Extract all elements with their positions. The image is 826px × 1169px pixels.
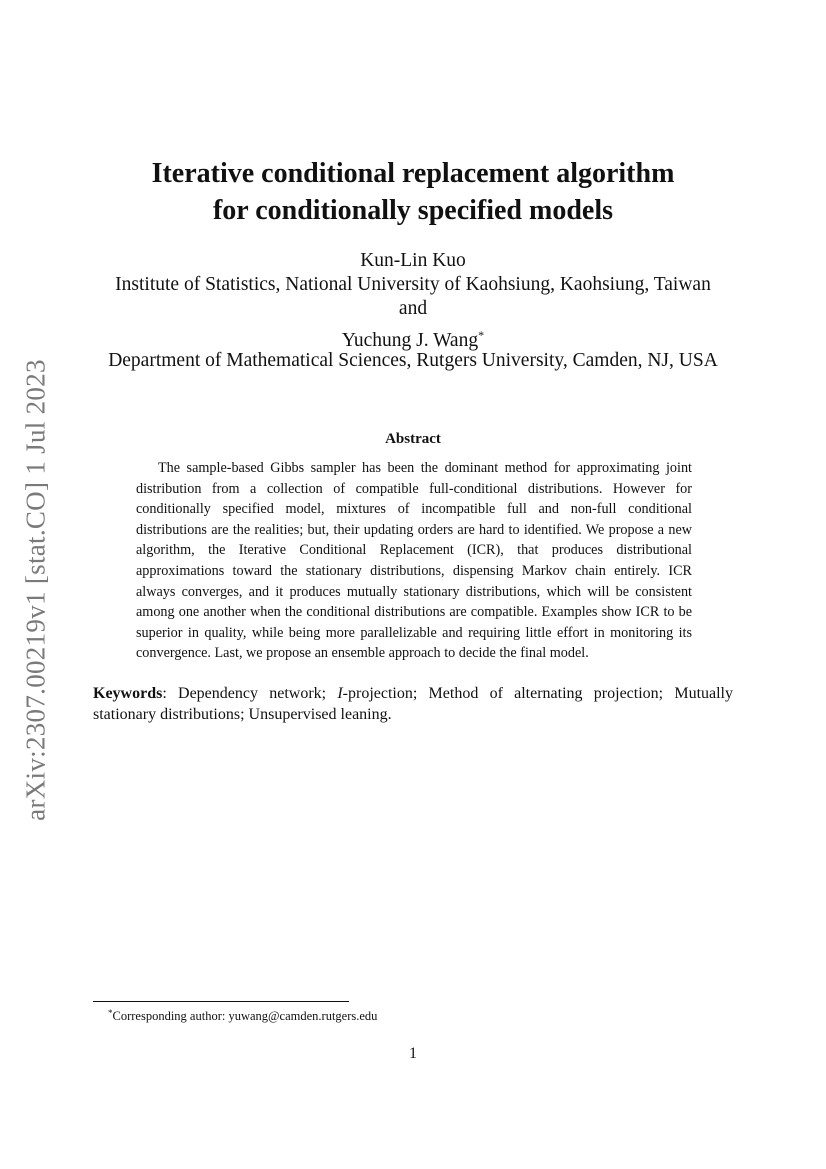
footnote bbox=[108, 1005, 377, 1024]
affiliation-2: Department of Mathematical Sciences, Rutgers University, Camden, NJ, USA bbox=[108, 350, 718, 371]
keywords-label: Keywords bbox=[93, 685, 163, 702]
keywords-text-2: -projection; Method of alternating projection; Mutually stationary distributions; Unsupervised leaning. bbox=[93, 685, 734, 723]
author-2-footnote-mark[interactable]: * bbox=[478, 328, 485, 342]
paper-title-line-2: for conditionally specified models bbox=[212, 195, 614, 226]
arxiv-sidebar bbox=[16, 350, 56, 830]
affiliation-1: Institute of Statistics, National University of Kaohsiung, Kaohsiung, Taiwan bbox=[115, 274, 711, 295]
abstract-body: The sample-based Gibbs sampler has been the dominant method for approximating joint distribution from a collection of compatible full-conditional distributions. However for conditionally specified model, mixtures of incompatible full and non-full conditional distributions are the realities; but, their updating orders are hard to identified. We propose a new algorithm, the Iterative Conditional Replacement (ICR), that produces distributional approximations toward the stationary distributions, dispensing Markov chain entirely. ICR always converges, and it produces mutually stationary distributions, which will be consistent among one another when the conditional distributions are compatible. Examples show ICR to be superior in quality, while being more parallelizable and requiring little effort in monitoring its convergence. Last, we propose an ensemble approach to decide the final model. bbox=[136, 460, 692, 662]
author-2: Yuchung J. Wang bbox=[341, 330, 479, 351]
author-conjunction: and bbox=[398, 298, 428, 319]
footnote-rule bbox=[93, 1001, 349, 1002]
keywords-paragraph bbox=[93, 684, 733, 725]
paper-title-line-1: Iterative conditional replacement algorithm bbox=[151, 158, 675, 189]
abstract-heading: Abstract bbox=[385, 431, 441, 447]
page-number: 1 bbox=[409, 1045, 417, 1062]
arxiv-identifier: arXiv:2307.00219v1 [stat.CO] 1 Jul 2023 bbox=[20, 359, 51, 821]
keywords-italic-i: I bbox=[337, 685, 343, 702]
footnote-mark: * bbox=[108, 1008, 113, 1018]
keywords-text-1: : Dependency network; bbox=[162, 685, 338, 702]
footnote-text: Corresponding author: yuwang@camden.rutgers.edu bbox=[112, 1009, 378, 1023]
author-1: Kun-Lin Kuo bbox=[360, 250, 466, 271]
